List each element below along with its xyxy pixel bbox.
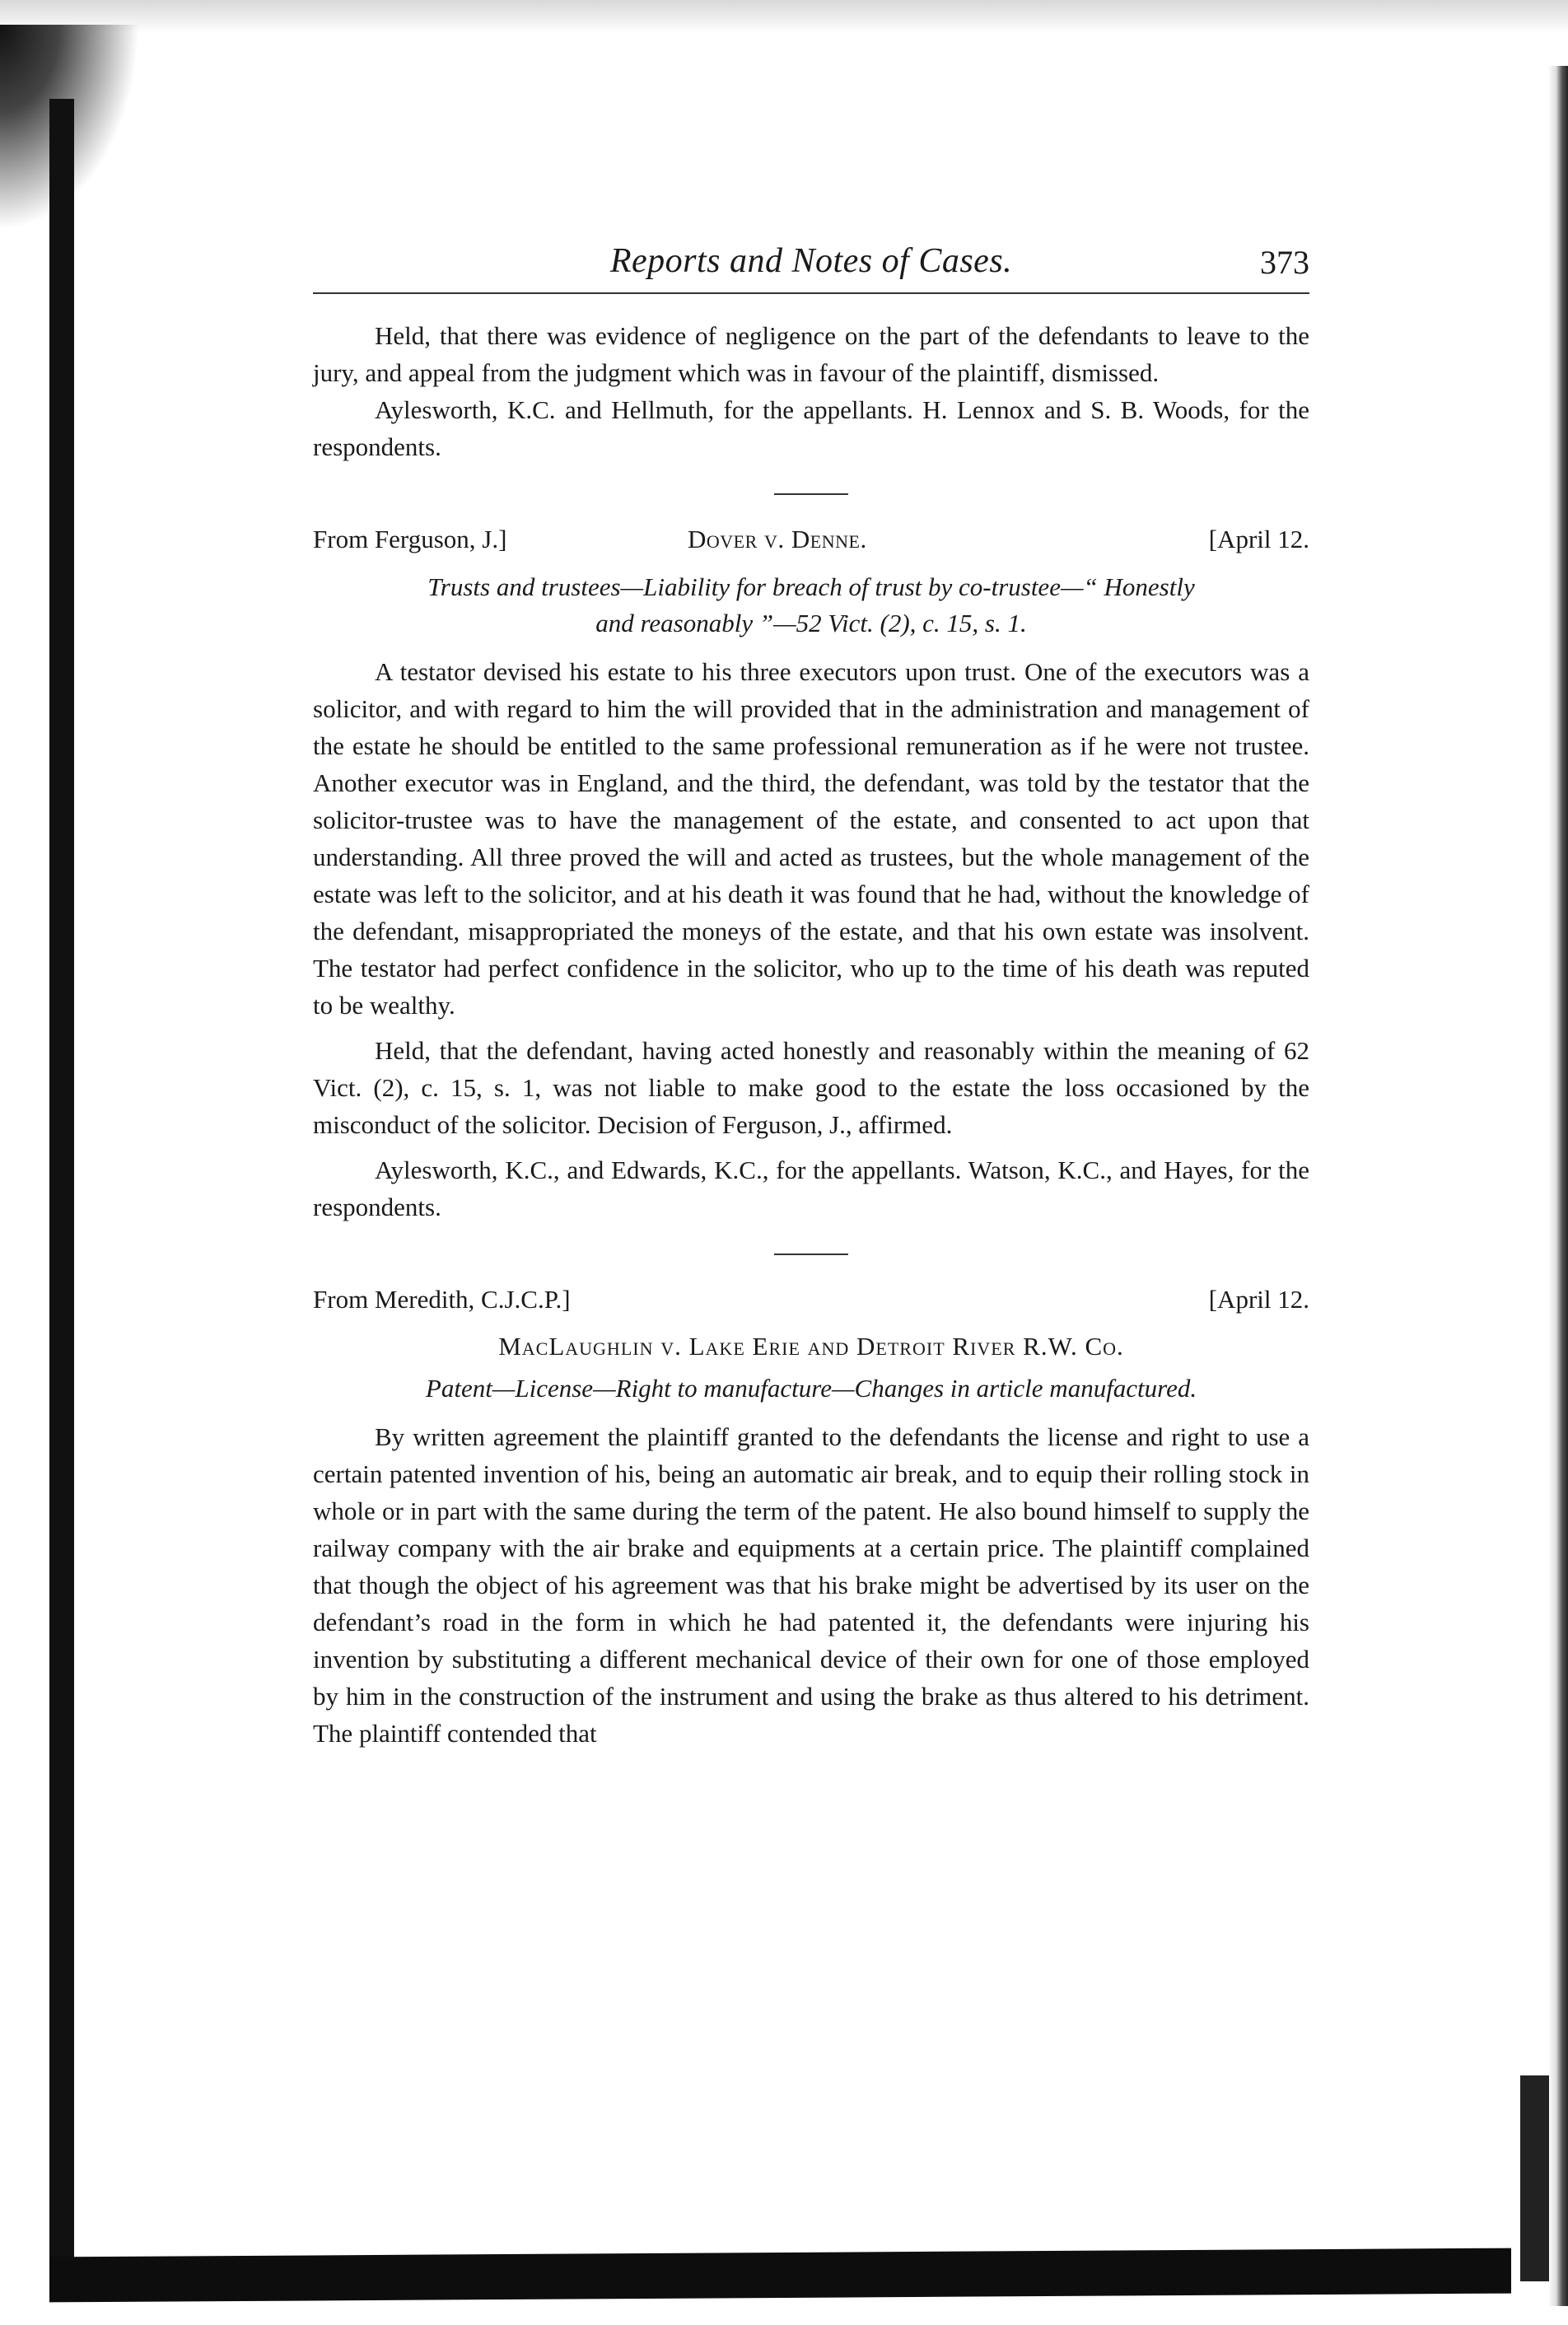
scan-bottom-edge xyxy=(49,2248,1511,2303)
case2-court: From Meredith, C.J.C.P.] xyxy=(313,1285,571,1314)
case2-date: [April 12. xyxy=(1208,1285,1309,1314)
scan-right-bottom-edge xyxy=(1520,2075,1549,2281)
case2-header xyxy=(313,1285,1309,1324)
section-divider xyxy=(774,1254,848,1255)
head-rule xyxy=(313,292,1309,294)
case1-held: Held, that the defendant, having acted honestly and reasonably within the meaning of 62 Vict. (2), c. 15, s. 1, was not liable to make good to the estate the loss occasioned by the misconduct of the solicitor. Decision of Ferguson, J., affirmed. xyxy=(313,1036,1309,1139)
scan-left-edge xyxy=(49,99,156,2273)
page-number: 373 xyxy=(1260,244,1309,281)
case2-facts: By written agreement the plaintiff granted to the defendants the license and right to use a certain patented invention of his, being an automatic air break, and to equip their rolling stock in whole or in part with the same during the term of the patent. He also bound himself to supply the railway company with the air brake and equipments at a certain price. The plaintiff complained that though the object of his agreement was that his brake might be advertised by its user on the defendant’s road in the form in which he had patented it, the defendants were injuring his invention by substituting a different mechanical device of their own for one of those employed by him in the construction of the instrument and using the brake as thus altered to his detriment. The plaintiff contended that xyxy=(313,1422,1309,1748)
section-divider xyxy=(774,493,848,495)
running-head xyxy=(313,235,1309,292)
case1-counsel: Aylesworth, K.C., and Edwards, K.C., for the appellants. Watson, K.C., and Hayes, for the respondents. xyxy=(313,1155,1309,1221)
scan-top-edge xyxy=(0,0,1568,33)
case1-facts: A testator devised his estate to his three executors upon trust. One of the executors was a solicitor, and with regard to him the will provided that in the administration and management of the estate he should be entitled to the same professional remuneration as if he were not trustee. Another executor was in England, and the third, the defendant, was told by the testator that the solicitor-trustee was to have the management of the estate, and consented to act upon that understanding. All three proved the will and acted as trustees, but the whole management of the estate was left to the solicitor, and at his death it was found that he had, without the knowledge of the defendant, misappropriated the moneys of the estate, and that his own estate was insolvent. The testator had perfect confidence in the solicitor, who up to the time of his death was reputed to be wealthy. xyxy=(313,657,1309,1020)
case1-name: Dover v. Denne. xyxy=(688,525,867,553)
case1-date: [April 12. xyxy=(1208,525,1309,553)
prev-case-held: Held, that there was evidence of negligence on the part of the defendants to leave to the jury, and appeal from the judgment which was in favour of the plaintiff, dismissed. xyxy=(313,321,1309,387)
case1-headnote-line1: Trusts and trustees—Liability for breach of trust by co-trustee—“ Honestly xyxy=(427,572,1195,601)
case1-header xyxy=(313,525,1309,564)
case1-court: From Ferguson, J.] xyxy=(313,525,507,553)
prev-case-counsel: Aylesworth, K.C. and Hellmuth, for the appellants. H. Lennox and S. B. Woods, for the respondents. xyxy=(313,395,1309,461)
case1-headnote xyxy=(313,569,1309,642)
scan-right-edge xyxy=(1548,66,1568,2306)
page-content xyxy=(313,235,1309,1752)
case1-headnote-line2: and reasonably ”—52 Vict. (2), c. 15, s. 1. xyxy=(595,609,1027,637)
running-title: Reports and Notes of Cases. xyxy=(609,242,1013,280)
case2-headnote: Patent—License—Right to manufacture—Changes in article manufactured. xyxy=(425,1374,1197,1403)
case2-name: MacLaughlin v. Lake Erie and Detroit River R.W. Co. xyxy=(498,1332,1124,1361)
